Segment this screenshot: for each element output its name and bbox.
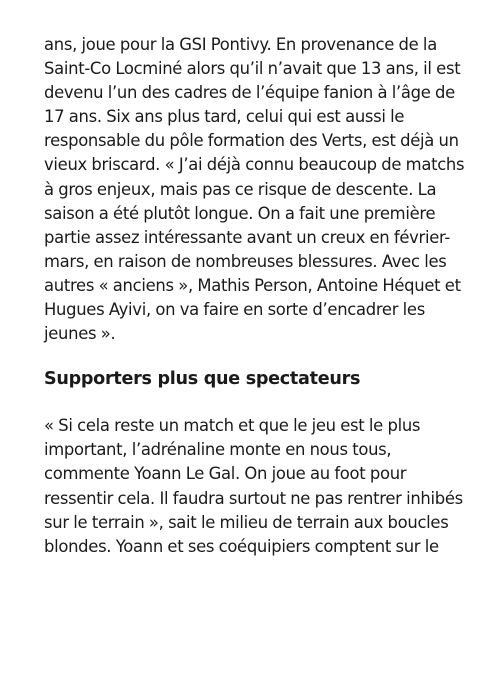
paragraph-line: saison a été plutôt longue. On a fait une première (44, 203, 436, 223)
article-body (44, 33, 474, 559)
paragraph-line: à gros enjeux, mais pas ce risque de descente. La (44, 179, 437, 199)
paragraph-line: mars, en raison de nombreuses blessures. Avec les (44, 251, 447, 271)
paragraph-line: vieux briscard. « J’ai déjà connu beaucoup de matchs (44, 155, 465, 175)
paragraph-line: autres « anciens », Mathis Person, Antoine Héquet et (44, 275, 461, 295)
paragraph-line: partie assez intéressante avant un creux en février- (44, 227, 451, 247)
paragraph-line: important, l’adrénaline monte en nous tous, (44, 440, 392, 460)
section-heading: Supporters plus que spectateurs (44, 369, 361, 390)
paragraph-line: ressentir cela. Il faudra surtout ne pas rentrer inhibés (44, 488, 463, 508)
paragraph-line: Hugues Ayivi, on va faire en sorte d’encadrer les (44, 300, 425, 320)
paragraph-line: sur le terrain », sait le milieu de terrain aux boucles (44, 512, 449, 532)
paragraph-line: « Si cela reste un match et que le jeu est le plus (44, 416, 421, 436)
article-paragraph-1 (44, 33, 474, 346)
paragraph-line: commente Yoann Le Gal. On joue au foot pour (44, 464, 407, 484)
article-paragraph-2 (44, 414, 474, 559)
paragraph-line: responsable du pôle formation des Verts, est déjà un (44, 131, 459, 151)
paragraph-line: ans, joue pour la GSI Pontivy. En provenance de la (44, 35, 437, 54)
paragraph-line: 17 ans. Six ans plus tard, celui qui est aussi le (44, 107, 405, 127)
paragraph-line: Saint-Co Locminé alors qu’il n’avait que 13 ans, il est (44, 59, 461, 79)
paragraph-line: jeunes ». (44, 324, 116, 344)
paragraph-line: blondes. Yoann et ses coéquipiers comptent sur le (44, 536, 439, 556)
paragraph-line: devenu l’un des cadres de l’équipe fanion à l’âge de (44, 83, 455, 103)
